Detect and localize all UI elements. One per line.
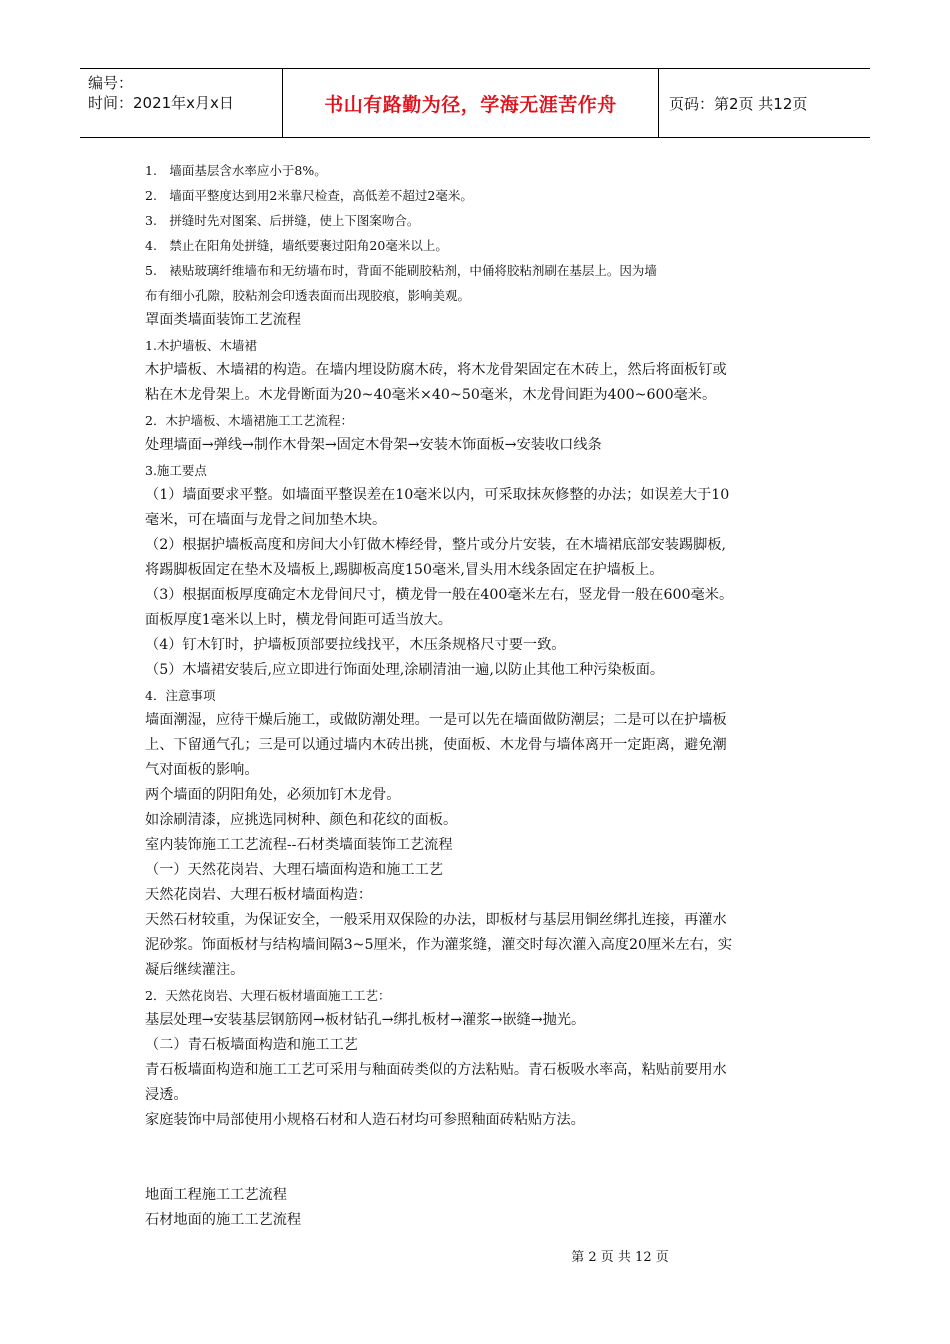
section-gap [145, 1133, 805, 1158]
text-line: 室内装饰施工工艺流程--石材类墙面装饰工艺流程 [145, 837, 453, 853]
text-line: 1.木护墙板、木墙裙 [145, 338, 257, 353]
text-line: （5）木墙裙安装后,应立即进行饰面处理,涂刷清油一遍,以防止其他工种污染板面。 [145, 662, 665, 678]
text-line: 浸透。 [145, 1087, 188, 1103]
text-line: 处理墙面→弹线→制作木骨架→固定木骨架→安装木饰面板→安装收口线条 [145, 437, 602, 453]
number-label: 编号： [88, 74, 134, 92]
page-footer: 第 2 页 共 12 页 [571, 1250, 669, 1265]
text-line: 青石板墙面构造和施工工艺可采用与釉面砖类似的方法粘贴。青石板吸水率高，粘贴前要用水 [145, 1062, 727, 1078]
page-header [80, 68, 870, 138]
text-line: 4. 禁止在阳角处拼缝，墙纸要裹过阳角20毫米以上。 [145, 238, 448, 253]
text-line: 基层处理→安装基层钢筋网→板材钻孔→绑扎板材→灌浆→嵌缝→抛光。 [145, 1012, 586, 1028]
text-line: （2）根据护墙板高度和房间大小钉做木棒经骨，整片或分片安装，在木墙裙底部安装踢脚板, [145, 537, 727, 553]
header-motto: 书山有路勤为径，学海无涯苦作舟 [283, 69, 659, 137]
trailing-lines [145, 1183, 805, 1233]
time-label: 时间：2021年x月x日 [88, 94, 234, 112]
text-line: 天然花岗岩、大理石板材墙面构造： [145, 887, 373, 903]
text-line: 凝后继续灌注。 [145, 962, 245, 978]
section-gap [145, 1158, 805, 1183]
text-line: （3）根据面板厚度确定木龙骨间尺寸，横龙骨一般在400毫米左右，竖龙骨一般在600毫米。 [145, 587, 734, 603]
text-line: 1. 墙面基层含水率应小于8%。 [145, 163, 327, 178]
text-line: （一）天然花岗岩、大理石墙面构造和施工工艺 [145, 862, 443, 878]
text-line: 泥砂浆。饰面板材与结构墙间隔3~5厘米，作为灌浆缝，灌交时每次灌入高度20厘米左右，实 [145, 937, 733, 953]
text-line: 上、下留通气孔；三是可以通过墙内木砖出挑，使面板、木龙骨与墙体离开一定距离，避免潮 [145, 737, 727, 753]
text-line: 4．注意事项 [145, 688, 216, 703]
text-line: 布有细小孔隙，胶粘剂会印透表面而出现胶痕，影响美观。 [145, 288, 471, 303]
text-line: （二）青石板墙面构造和施工工艺 [145, 1037, 358, 1053]
text-line: 2. 墙面平整度达到用2米靠尺检查，高低差不超过2毫米。 [145, 188, 473, 203]
text-line: 毫米，可在墙面与龙骨之间加垫木块。 [145, 512, 387, 528]
text-line: 墙面潮湿，应待干燥后施工，或做防潮处理。一是可以先在墙面做防潮层；二是可以在护墙板 [145, 712, 727, 728]
text-line: （4）钉木钉时，护墙板顶部要拉线找平，木压条规格尺寸要一致。 [145, 637, 566, 653]
text-line: 5. 裱贴玻璃纤维墙布和无纺墙布时，背面不能刷胶粘剂，中俑将胶粘剂刷在基层上。因为墙 [145, 263, 657, 278]
text-line: 2．木护墙板、木墙裙施工工艺流程： [145, 413, 353, 428]
text-line: 天然石材较重，为保证安全，一般采用双保险的办法，即板材与基层用铜丝绑扎连接，再灌水 [145, 912, 727, 928]
text-line: 将踢脚板固定在垫木及墙板上,踢脚板高度150毫米,冒头用木线条固定在护墙板上。 [145, 562, 664, 578]
text-line: 家庭装饰中局部使用小规格石材和人造石材均可参照釉面砖粘贴方法。 [145, 1112, 585, 1128]
text-line: 木护墙板、木墙裙的构造。在墙内埋设防腐木砖，将木龙骨架固定在木砖上，然后将面板钉或 [145, 362, 727, 378]
text-line: 如涂刷清漆，应挑选同树种、颜色和花纹的面板。 [145, 812, 458, 828]
text-line: 气对面板的影响。 [145, 762, 259, 778]
text-line: （1）墙面要求平整。如墙面平整误差在10毫米以内，可采取抹灰修整的办法；如误差大于10 [145, 487, 730, 503]
text-line: 2．天然花岗岩、大理石板材墙面施工工艺： [145, 988, 391, 1003]
body-lines [145, 158, 805, 1133]
text-line: 两个墙面的阴阳角处，必须加钉木龙骨。 [145, 787, 401, 803]
text-line: 粘在木龙骨架上。木龙骨断面为20~40毫米×40~50毫米，木龙骨间距为400~600毫米。 [145, 387, 717, 403]
text-line: 石材地面的施工工艺流程 [145, 1212, 302, 1228]
text-line: 3. 拼缝时先对图案、后拼缝，使上下图案吻合。 [145, 213, 420, 228]
header-meta [80, 69, 283, 137]
text-line: 3.施工要点 [145, 463, 207, 478]
text-line: 面板厚度1毫米以上时，横龙骨间距可适当放大。 [145, 612, 452, 628]
text-line: 罩面类墙面装饰工艺流程 [145, 312, 302, 328]
header-page-label: 页码：第2页 共12页 [669, 94, 808, 113]
text-line: 地面工程施工工艺流程 [145, 1187, 287, 1203]
document-body [145, 158, 805, 1233]
